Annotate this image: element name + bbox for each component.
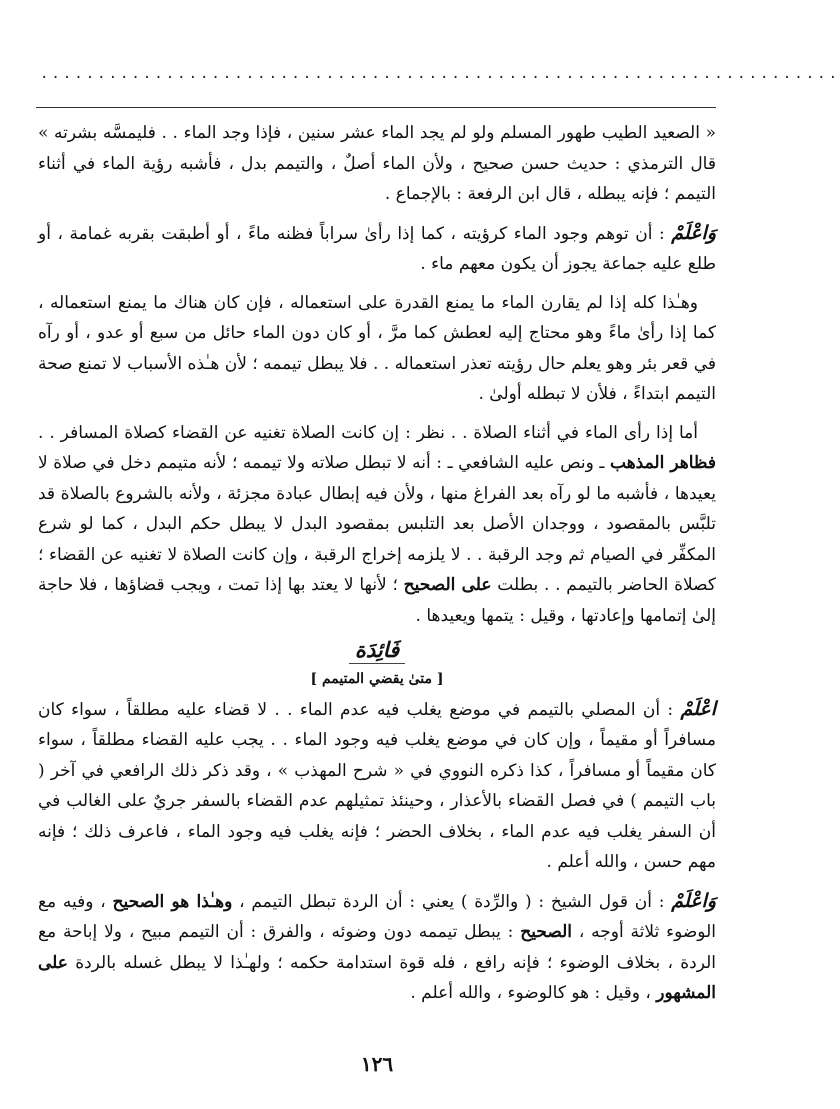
bold-phrase: على الصحيح — [403, 575, 492, 595]
main-text — [38, 118, 716, 1017]
text-run: : أن قول الشيخ : ( والرِّدة ) يعني : أن الردة تبطل التيمم ، — [232, 891, 672, 912]
lead-word: وَاعْلَمْ — [671, 221, 716, 244]
header-rule — [36, 107, 716, 108]
header-dotted-line: ...................................................................... — [40, 66, 840, 82]
paragraph — [38, 886, 716, 1009]
bold-phrase: فظاهر المذهب — [610, 453, 717, 473]
heading-title: فَائِدَة — [349, 637, 405, 664]
paragraph — [38, 118, 716, 210]
text-run: ، وقيل : هو كالوضوء ، والله أعلم . — [410, 983, 657, 1003]
bold-phrase: وهـٰذا هو الصحيح — [112, 891, 233, 912]
text-run: : يبطل تيممه دون وضوئه ، والفرق : أن التيمم مبيح ، ولا إباحة مع الردة ، بخلاف الوضوء ؛ فإنه رافع ، فله قوة استدامة حكمه ؛ ولهـٰذا لا يبطل غسله بالردة — [38, 922, 716, 973]
section-heading — [38, 637, 716, 690]
lead-word: وَاعْلَمْ — [671, 889, 716, 912]
text-run: : أن توهم وجود الماء كرؤيته ، كما إذا رأىٰ سراباً فظنه ماءً ، أو أطبقت بقربه غمامة ، أو طلع عليه جماعة يجوز أن يكون معهم ماء . — [38, 223, 716, 274]
paragraph — [38, 288, 716, 410]
paragraph — [38, 418, 716, 632]
text-run: ، وفيه مع الوضوء ثلاثة أوجه ، — [38, 891, 716, 942]
heading-subtitle: [ متىٰ يقضي المتيمم ] — [310, 670, 444, 687]
paragraph — [38, 694, 716, 878]
text-run: وهـٰذا كله إذا لم يقارن الماء ما يمنع القدرة على استعماله ، فإن كان هناك ما يمنع استعماله ، كما إذا رأىٰ ماءً وهو محتاج إليه لعطش كما مرَّ ، أو كان دون الماء حائل من سبع أو عدو ، أو رآه في قعر بئر وهو يعلم حال رؤيته تعذر استعماله . . فلا يبطل تيممه ؛ لأن هـٰذه الأسباب لا تمنع صحة التيمم ابتداءً ، فلأن لا تبطله أولىٰ . — [38, 292, 716, 404]
bold-phrase: الصحيح — [520, 922, 572, 942]
text-run: ـ ونص عليه الشافعي ـ : أنه لا تبطل صلاته ولا تيممه ؛ لأنه متيمم دخل في صلاة لا يعيدها ، فأشبه ما لو رآه بعد الفراغ منها ، ولأن فيه إبطال عبادة مجزئة ، ولأنه بالشروع بالصلاة قد تلبَّس بالمقصود ، ووجدان الأصل بعد التلبس بمقصود البدل لا يبطل حكم البدل ، كما لو شرع المكفِّر في الصيام ثم وجد الرقبة . . لا يلزمه إخراج الرقبة ، وإن كانت الصلاة لا تغنيه عن القضاء ؛ كصلاة الحاضر بالتيمم . . بطلت — [38, 453, 716, 595]
text-run: ؛ لأنها لا يعتد بها إذا تمت ، ويجب قضاؤها ، فلا حاجة إلىٰ إتمامها وإعادتها ، وقيل : يتمها ويعيدها . — [38, 575, 716, 626]
page-number: ١٢٦ — [360, 1052, 394, 1076]
text-run: : أن المصلي بالتيمم في موضع يغلب فيه عدم الماء . . لا قضاء عليه مطلقاً ، سواء كان مسافراً أو مقيماً ، وإن كان في موضع يغلب فيه وجود الماء . . يجب عليه القضاء مطلقاً ، سواء كان مقيماً أو مسافراً ، كذا ذكره النووي في « شرح المهذب » ، وقد ذكر ذلك الرافعي في آخر ( باب التيمم ) في فصل القضاء بالأعذار ، وحينئذ تمثيلهم عدم القضاء بالسفر جريٌ على الغالب في أن السفر يغلب فيه عدم الماء ، بخلاف الحضر ؛ فإنه يغلب فيه وجود الماء ، فاعرف ذلك ؛ فإنه مهم حسن ، والله أعلم . — [38, 699, 716, 872]
lead-word: اعْلَمْ — [680, 697, 716, 720]
text-run: « الصعيد الطيب طهور المسلم ولو لم يجد الماء عشر سنين ، فإذا وجد الماء . . فليمسَّه بشرته » قال الترمذي : حديث حسن صحيح ، ولأن الماء أصلٌ ، والتيمم بدل ، فأشبه رؤية الماء في أثناء التيمم ؛ فإنه يبطله ، قال ابن الرفعة : بالإجماع . — [38, 123, 716, 204]
bold-phrase: على المشهور — [38, 952, 716, 1003]
text-run: أما إذا رأى الماء في أثناء الصلاة . . نظر : إن كانت الصلاة تغنيه عن القضاء كصلاة المسافر . . — [38, 422, 698, 443]
paragraph — [38, 218, 716, 280]
